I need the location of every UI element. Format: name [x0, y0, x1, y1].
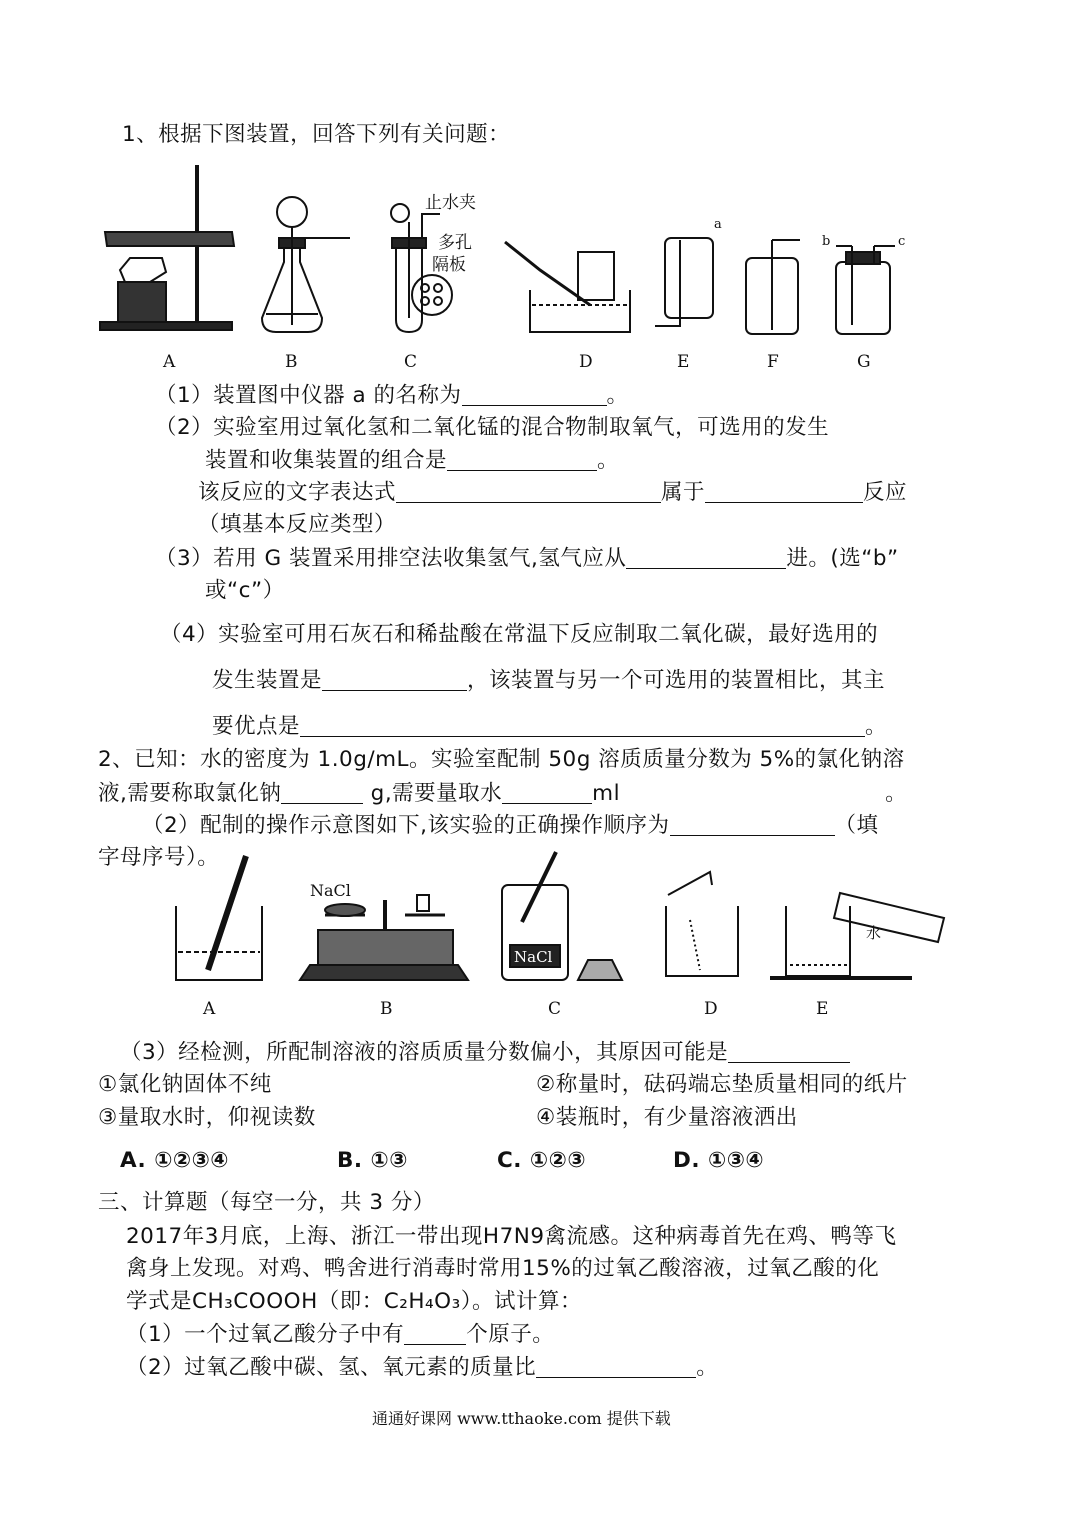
option-c[interactable]: C. ①②③ [497, 1148, 587, 1173]
nacl-label-c: NaCl [514, 948, 553, 966]
answer-blank[interactable] [705, 480, 863, 503]
q2-part2-line2: 字母序号）。 [98, 845, 220, 870]
answer-blank[interactable] [404, 1322, 466, 1345]
q1-part2-line1: （2）实验室用过氧化氢和二氧化锰的混合物制取氧气，可选用的发生 [155, 415, 830, 440]
answer-blank[interactable] [502, 781, 592, 804]
q1-part3-line2: 或“c”） [205, 578, 285, 603]
q1-part2-line3: 该反应的文字表达式 属于 反应 [198, 480, 908, 505]
q2-line2: 液,需要称取氯化钠 g,需要量取水 ml 。 [98, 781, 908, 806]
fig2-label-e: E [816, 999, 829, 1019]
q2-item-4: ④装瓶时，有少量溶液洒出 [536, 1105, 798, 1130]
q1-part3-line1: （3）若用 G 装置采用排空法收集氢气,氢气应从 进。(选“b” [155, 546, 899, 571]
answer-blank[interactable] [670, 813, 835, 836]
q2-item-1: ①氯化钠固体不纯 [98, 1072, 272, 1097]
answer-blank[interactable] [536, 1355, 696, 1378]
q2-line1: 2、已知：水的密度为 1.0g/mL。实验室配制 50g 溶质质量分数为 5%的氯化钠溶 [98, 747, 905, 772]
label-c: c [898, 234, 906, 249]
q2-part2-line1: （2）配制的操作示意图如下,该实验的正确操作顺序为 （填 [142, 813, 879, 838]
answer-blank[interactable] [447, 448, 597, 471]
q1-part4-line1: （4）实验室可用石灰石和稀盐酸在常温下反应制取二氧化碳，最好选用的 [160, 622, 879, 647]
answer-blank[interactable] [396, 480, 661, 503]
fig1-label-d: D [579, 352, 593, 372]
fig1-label-b: B [285, 352, 298, 372]
nacl-label-b: NaCl [310, 881, 351, 900]
option-d[interactable]: D. ①③④ [673, 1148, 765, 1173]
fig1-label-c: C [404, 352, 418, 372]
option-b[interactable]: B. ①③ [337, 1148, 408, 1173]
answer-blank[interactable] [322, 668, 467, 691]
fig1-label-g: G [857, 352, 871, 372]
apparatus-figure-2 [0, 850, 1075, 990]
q3-title: 三、计算题（每空一分，共 3 分） [98, 1190, 435, 1215]
page-footer: 通通好课网 www.tthaoke.com 提供下载 [372, 1409, 671, 1428]
q2-item-3: ③量取水时，仰视读数 [98, 1105, 316, 1130]
q1-part1: （1）装置图中仪器 a 的名称为 。 [155, 383, 629, 408]
fig1-label-e: E [677, 352, 690, 372]
q1-part4-line2: 发生装置是 ，该装置与另一个可选用的装置相比，其主 [212, 668, 886, 693]
stop-clamp-label: 止水夹 [425, 193, 476, 213]
label-b: b [822, 234, 831, 249]
answer-blank[interactable] [626, 546, 786, 569]
answer-blank[interactable] [281, 781, 363, 804]
apparatus-figure-1 [0, 160, 1075, 340]
fig1-label-a: A [163, 352, 176, 372]
fig2-label-c: C [548, 999, 562, 1019]
q1-part2-line4: （填基本反应类型） [198, 512, 397, 537]
fig1-label-f: F [767, 352, 779, 372]
q3-line1: 2017年3月底，上海、浙江一带出现H7N9禽流感。这种病毒首先在鸡、鸭等飞 [126, 1224, 897, 1249]
porous-label-1: 多孔 [438, 233, 472, 253]
q3-line2: 禽身上发现。对鸡、鸭舍进行消毒时常用15%的过氧乙酸溶液，过氧乙酸的化 [126, 1256, 880, 1281]
answer-blank[interactable] [462, 383, 607, 406]
q2-part3: （3）经检测，所配制溶液的溶质质量分数偏小，其原因可能是 [120, 1038, 850, 1068]
q3-part2: （2）过氧乙酸中碳、氢、氧元素的质量比 。 [126, 1355, 719, 1380]
water-label: 水 [866, 924, 882, 942]
q3-part1: （1）一个过氧乙酸分子中有 个原子。 [126, 1322, 555, 1347]
answer-blank[interactable] [728, 1040, 850, 1063]
fig2-label-d: D [704, 999, 718, 1019]
q1-title: 1、根据下图装置，回答下列有关问题： [122, 122, 511, 147]
label-a: a [714, 217, 722, 232]
porous-label-2: 隔板 [432, 255, 466, 275]
answer-blank[interactable] [300, 714, 865, 737]
q2-item-2: ②称量时，砝码端忘垫质量相同的纸片 [536, 1072, 908, 1097]
fig2-label-a: A [203, 999, 216, 1019]
option-a[interactable]: A. ①②③④ [120, 1148, 230, 1173]
q1-part2-line2: 装置和收集装置的组合是 。 [205, 448, 620, 473]
fig2-label-b: B [380, 999, 393, 1019]
q3-line3: 学式是CH₃COOOH（即：C₂H₄O₃）。试计算： [126, 1289, 582, 1314]
q1-part4-line3: 要优点是 。 [212, 714, 888, 739]
